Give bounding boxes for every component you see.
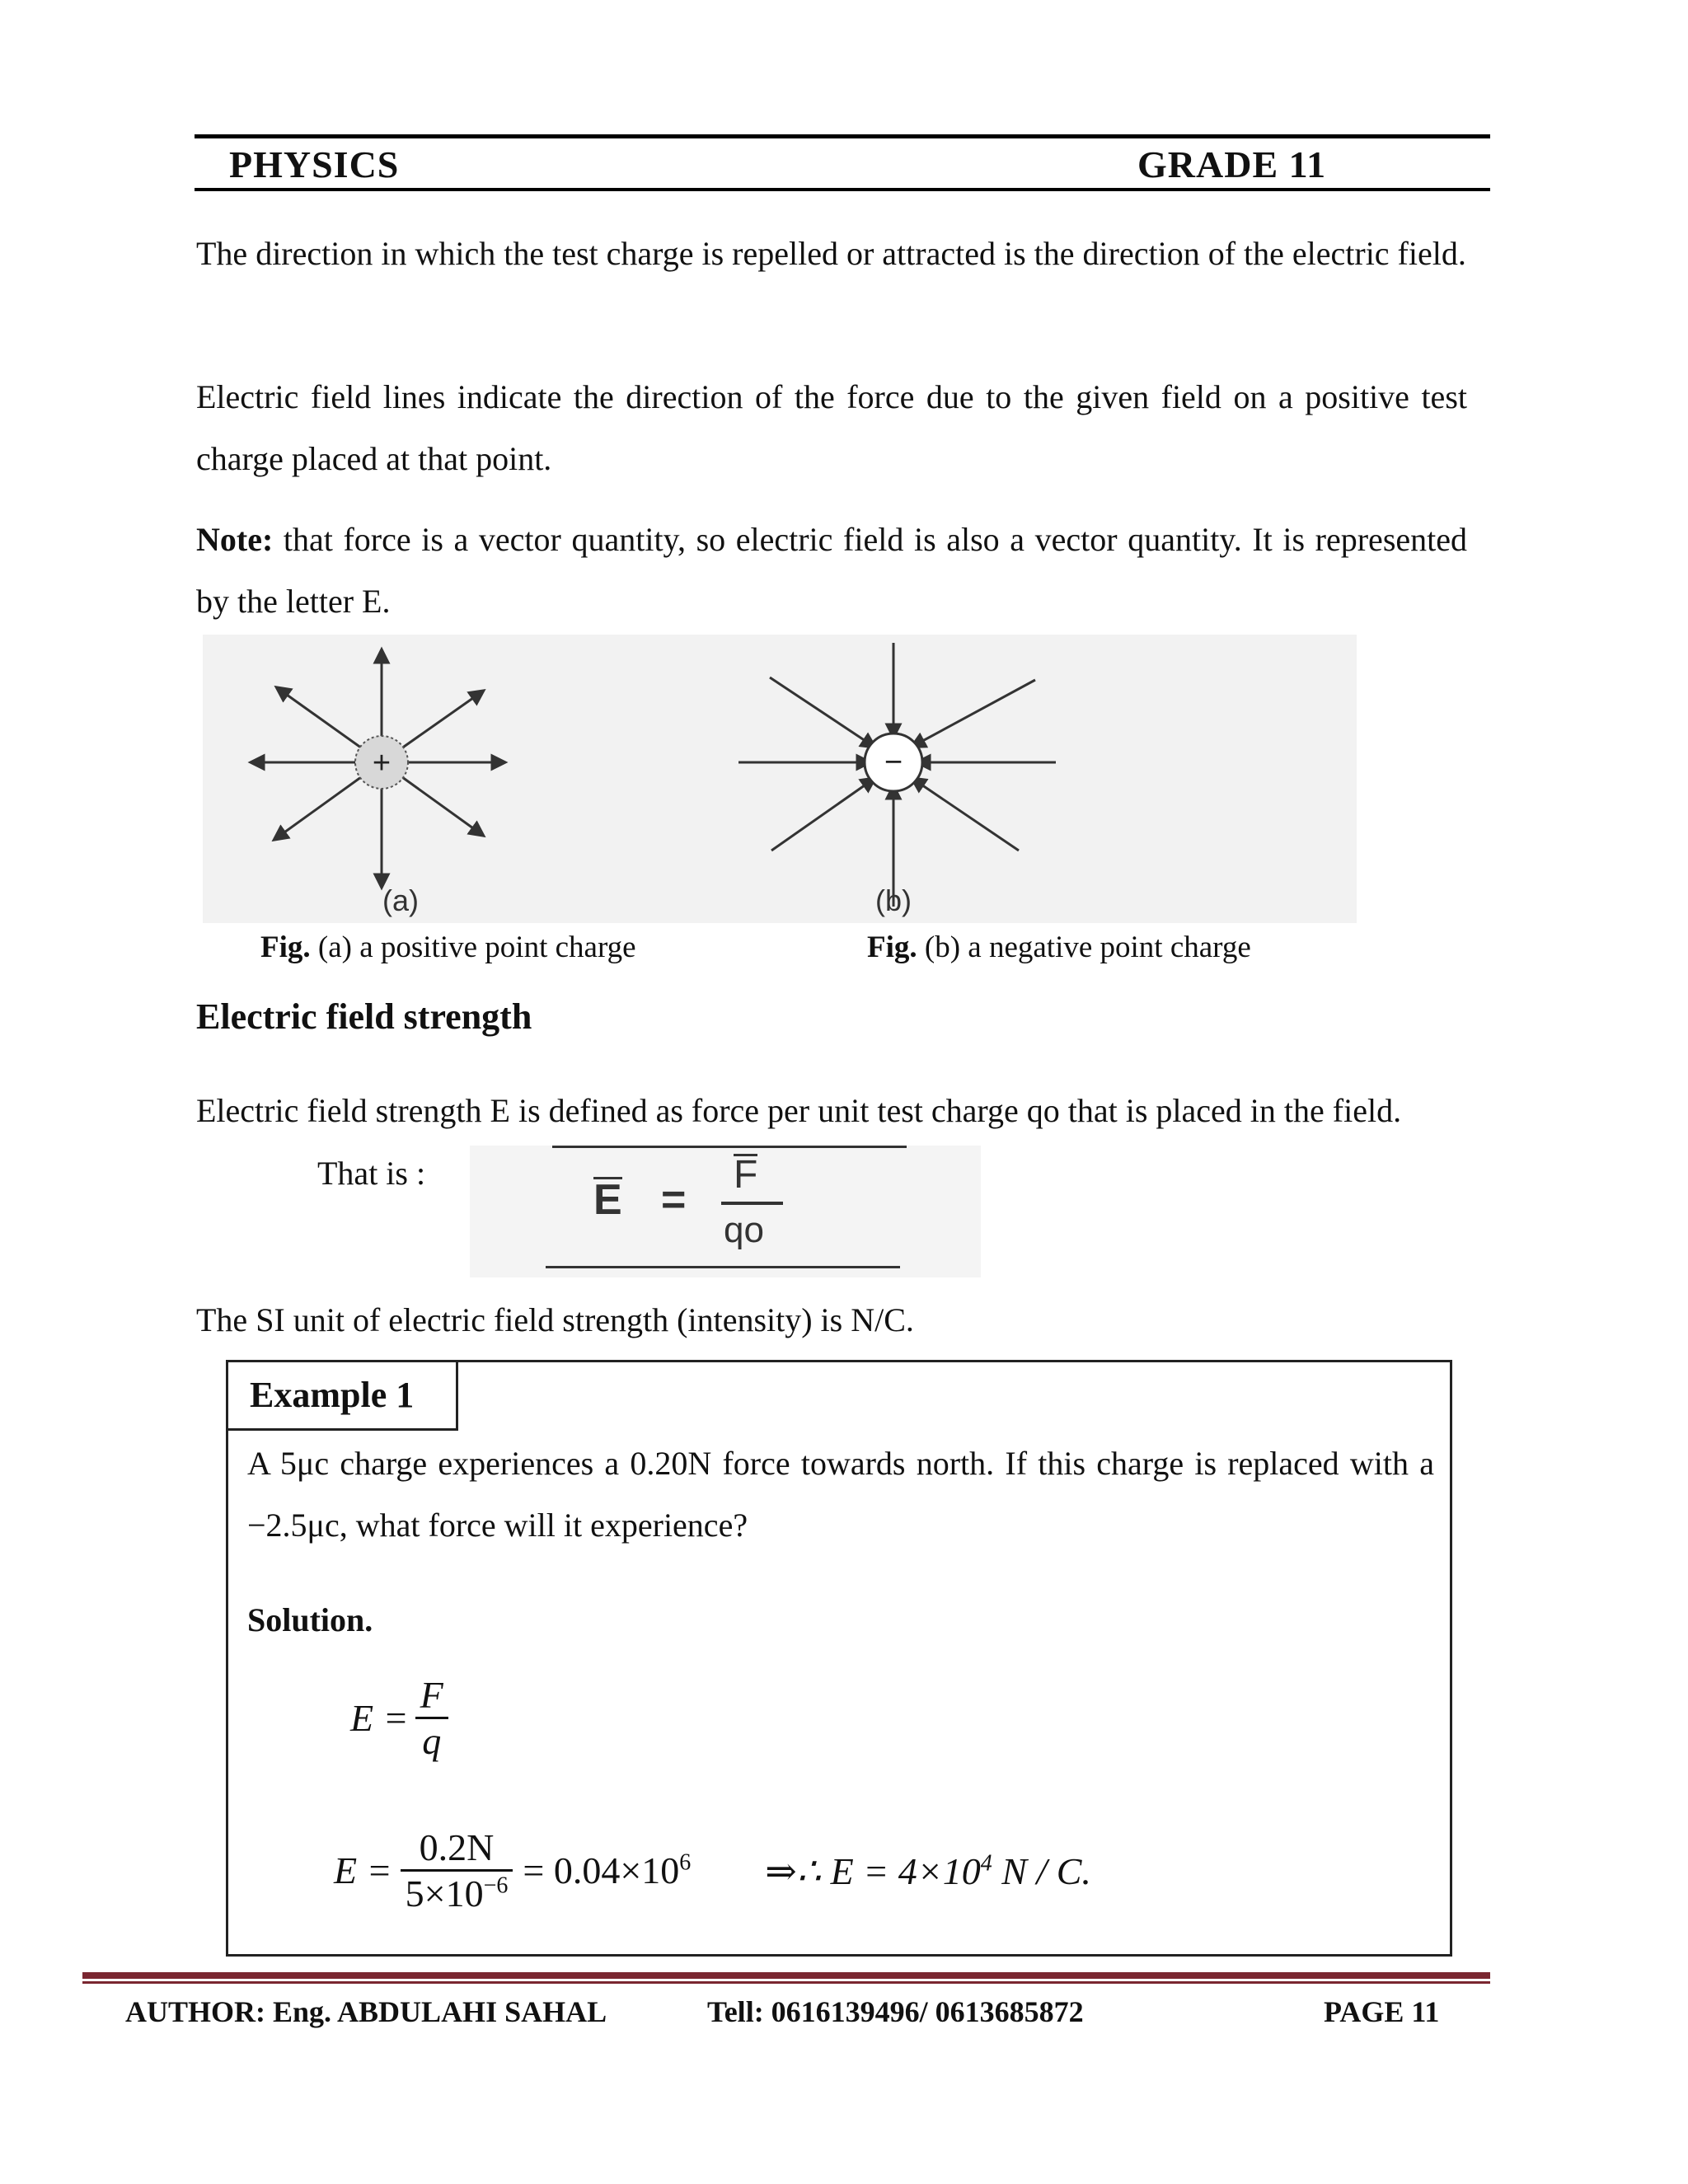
paragraph-direction: [196, 223, 1467, 284]
eq2-result-exp: 4: [980, 1850, 992, 1877]
equation-calculation: [334, 1825, 1091, 1915]
eq2-denominator: [401, 1869, 513, 1915]
footer-author: AUTHOR: Eng. ABDULAHI SAHAL: [125, 1995, 607, 2028]
caption-figure-b: [867, 930, 1251, 965]
eq2-middle: [523, 1849, 691, 1892]
paragraph-definition: [196, 1080, 1467, 1141]
eq1-lhs: E =: [350, 1697, 409, 1739]
definition-text: Electric field strength E is defined as force per unit test charge qo that is placed in the field.: [196, 1092, 1402, 1129]
eq1-numerator: F: [420, 1674, 443, 1716]
header-bottom-rule: [195, 188, 1490, 191]
caption-figure-a: [260, 930, 636, 965]
header-top-rule: [195, 134, 1490, 138]
equation-e-over-q: [350, 1673, 448, 1763]
formula-numerator: F: [734, 1153, 758, 1197]
footer-phone: Tell: 0616139496/ 0613685872: [707, 1995, 1084, 2028]
eq2-mid-exp: 6: [679, 1849, 692, 1876]
positive-sign: +: [372, 746, 392, 780]
grade-title: GRADE 11: [1137, 143, 1327, 185]
caption-text: (b) a negative point charge: [917, 930, 1251, 964]
eq1-fraction: [415, 1673, 448, 1763]
negative-sign: −: [884, 745, 903, 780]
paragraph-text: Electric field lines indicate the direction of the force due to the given field on a positive test charge placed at that point.: [196, 378, 1467, 477]
formula-top-rule: [552, 1146, 907, 1148]
eq2-result-pre: ⇒∴ E = 4×10: [765, 1849, 981, 1892]
question-text: A 5μc charge experiences a 0.20N force towards north. If this charge is replaced with a −2.5μc, what force will it experience?: [247, 1445, 1434, 1544]
figure-panel: [203, 635, 1357, 923]
eq2-fraction: [401, 1825, 513, 1915]
example-label: Example 1: [226, 1360, 458, 1431]
eq2-lhs: E =: [334, 1849, 392, 1891]
formula-panel: [470, 1146, 981, 1277]
formula-equals: =: [661, 1176, 687, 1224]
paragraph-note: [196, 509, 1467, 632]
footer-rule-thin: [82, 1981, 1490, 1984]
footer-rule-thick: [82, 1972, 1490, 1979]
formula-fraction-bar: [721, 1202, 783, 1205]
section-heading: Electric field strength: [196, 996, 532, 1037]
paragraph-field-lines: [196, 366, 1467, 490]
caption-text: (a) a positive point charge: [310, 930, 636, 964]
footer-page-number: PAGE 11: [1324, 1995, 1440, 2028]
caption-fig-label: Fig.: [260, 930, 311, 964]
eq2-den-exp: −6: [483, 1872, 509, 1899]
paragraph-text: The direction in which the test charge is repelled or attracted is the direction of the electric field.: [196, 235, 1466, 272]
eq2-result-post: N / C.: [992, 1849, 1091, 1892]
note-label: Note:: [196, 521, 274, 558]
figure-a-label: (a): [382, 883, 419, 917]
caption-fig-label: Fig.: [867, 930, 917, 964]
formula-bottom-rule: [546, 1266, 900, 1268]
field-lines-diagram: [203, 635, 1357, 923]
si-unit-text: The SI unit of electric field strength (intensity) is N/C.: [196, 1301, 914, 1338]
eq2-result: [765, 1849, 1091, 1893]
eq2-mid-base: = 0.04×10: [523, 1849, 680, 1891]
subject-title: PHYSICS: [229, 143, 400, 185]
positive-charge-diagram: [256, 655, 499, 917]
solution-label: Solution.: [247, 1601, 373, 1638]
example-question: [247, 1432, 1434, 1556]
that-is-label: That is :: [317, 1155, 426, 1192]
formula-denominator: qo: [724, 1210, 764, 1250]
eq1-denominator: q: [415, 1717, 448, 1763]
formula-lhs: E: [593, 1176, 622, 1224]
eq2-den-base: 5×10: [405, 1872, 484, 1915]
note-text: that force is a vector quantity, so electric field is also a vector quantity. It is represented by the letter E.: [196, 521, 1467, 620]
negative-charge-diagram: [738, 643, 1056, 917]
eq2-numerator: 0.2N: [419, 1826, 495, 1868]
figure-b-label: (b): [875, 883, 912, 917]
